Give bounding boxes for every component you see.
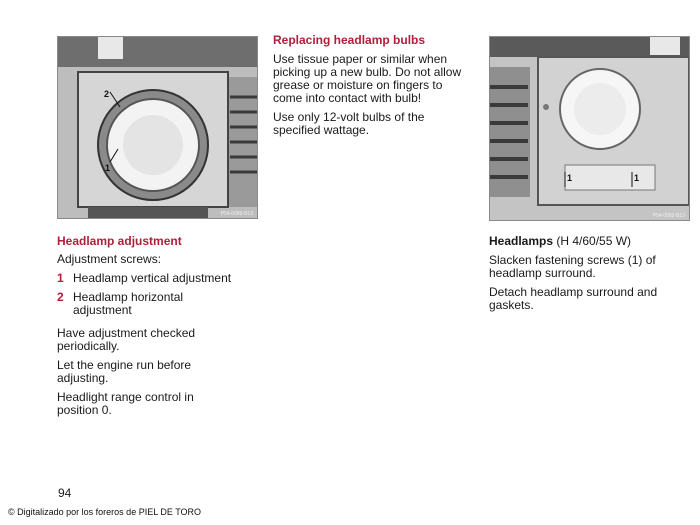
callout-1-right: 1	[634, 173, 640, 183]
list-item	[57, 291, 262, 317]
paragraph: Use tissue paper or similar when picking up a new bulb. Do not allow grease or moisture on fingers to come into contact with bulb!	[273, 52, 462, 105]
headlamp-surround-figure	[489, 36, 690, 221]
headlamp-adjustment-figure	[57, 36, 258, 219]
paragraph: Detach headlamp surround and gaskets.	[489, 285, 658, 312]
intro-text: Adjustment screws:	[57, 252, 162, 266]
paragraph: Headlight range control in position 0.	[57, 390, 194, 417]
heading-bold: Headlamps	[489, 234, 554, 248]
headlamp-adjustment-illustration	[58, 37, 257, 218]
item-number: 1	[57, 271, 64, 285]
headlamps-section	[489, 235, 694, 312]
paragraph: Have adjustment checked periodically.	[57, 326, 196, 353]
heading-spec: (H 4/60/55 W)	[553, 234, 632, 248]
figure-code: P54-0089-B13	[220, 211, 253, 217]
callout-1-left: 1	[567, 173, 573, 183]
footer-credit: © Digitalizado por los foreros de PIEL DE TORO	[8, 507, 202, 517]
headlamp-adjustment-section	[57, 234, 262, 417]
callout-1: 1	[105, 163, 111, 173]
callout-2: 2	[104, 89, 110, 99]
section-heading: Replacing headlamp bulbs	[273, 33, 426, 47]
item-text: Headlamp horizontal adjustment	[73, 290, 184, 317]
paragraph: Slacken fastening screws (1) of headlamp surround.	[489, 253, 656, 280]
section-heading: Headlamp adjustment	[57, 234, 182, 248]
figure-code: P54-0092-B13	[652, 213, 685, 219]
headlamp-surround-illustration	[490, 37, 689, 220]
page-number: 94	[58, 486, 72, 500]
item-text: Headlamp vertical adjustment	[73, 271, 232, 285]
replacing-bulbs-section	[273, 33, 473, 137]
paragraph: Let the engine run before adjusting.	[57, 358, 192, 385]
paragraph: Use only 12-volt bulbs of the specified wattage.	[273, 110, 425, 137]
section-heading	[489, 235, 694, 248]
list-item	[57, 272, 262, 285]
item-number: 2	[57, 290, 64, 304]
